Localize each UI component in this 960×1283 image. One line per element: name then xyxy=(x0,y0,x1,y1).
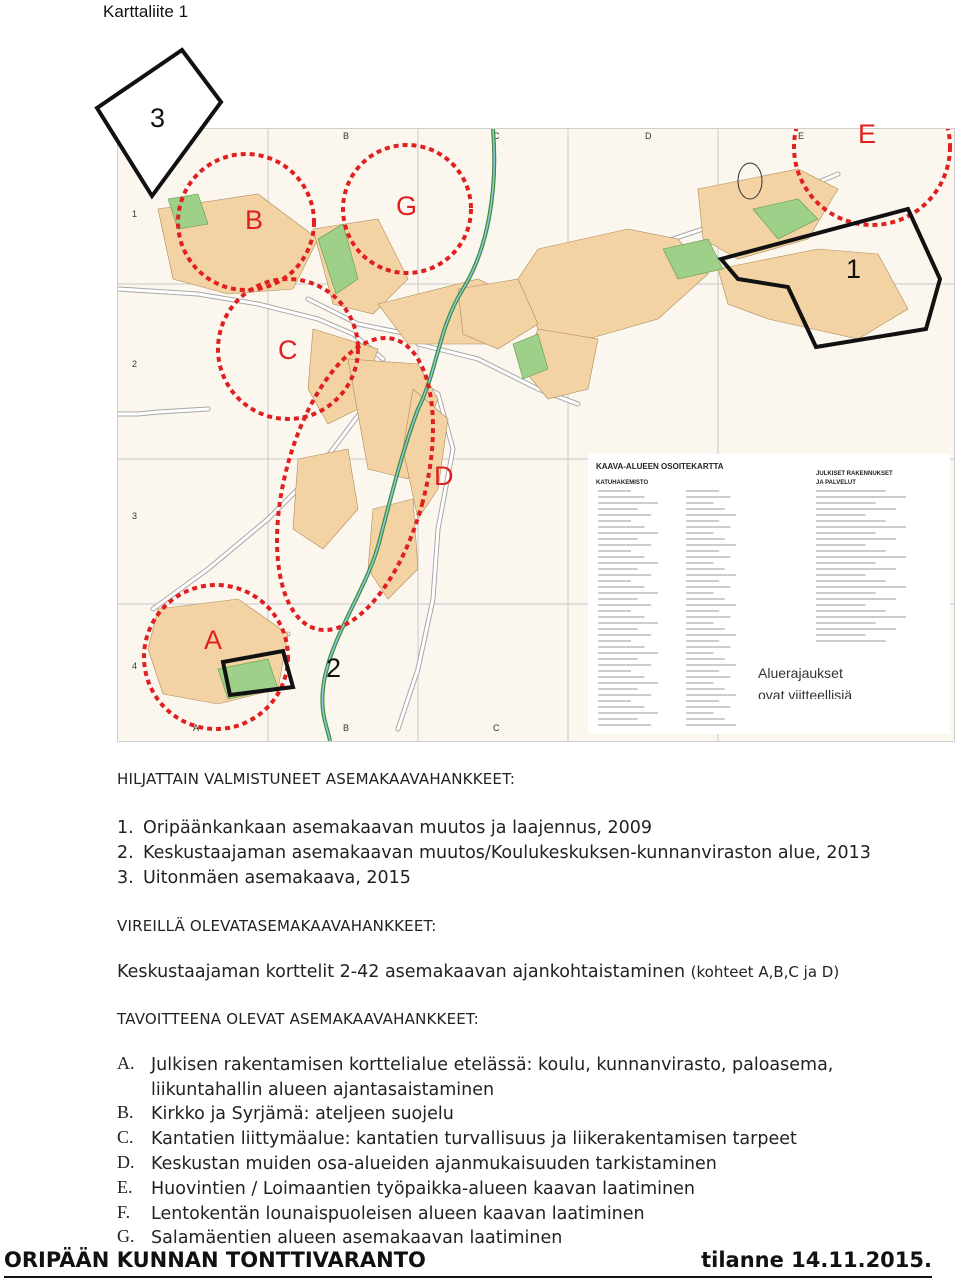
grid-col-e: E xyxy=(798,131,805,141)
goal-item-f xyxy=(117,1202,937,1227)
goal-letter: C. xyxy=(117,1127,134,1147)
goal-item-d xyxy=(117,1152,937,1177)
recent-item-2 xyxy=(117,843,871,863)
goal-letter: B. xyxy=(117,1102,134,1122)
grid-col-a-bottom: A xyxy=(193,723,200,733)
area-label-b: B xyxy=(245,205,264,235)
pending-heading: VIREILLÄ OLEVATASEMAKAAVAHANKKEET: xyxy=(117,917,437,935)
recent-item-num: 2. xyxy=(117,843,134,863)
recent-item-text: Keskustaajaman asemakaavan muutos/Koulukeskuksen-kunnanviraston alue, 2013 xyxy=(143,843,871,863)
recent-item-1 xyxy=(117,818,652,838)
area-label-a: A xyxy=(204,625,223,655)
goal-text: Kantatien liittymäalue: kantatien turvallisuus ja liikerakentamisen tarpeet xyxy=(151,1129,797,1149)
map-note-2: ovat viitteellisiä xyxy=(758,687,853,699)
page-title: Karttaliite 1 xyxy=(103,2,189,21)
goal-item-b xyxy=(117,1102,937,1127)
goal-letter: F. xyxy=(117,1202,131,1222)
pending-project-hint: (kohteet A,B,C ja D) xyxy=(690,963,840,981)
goal-letter: D. xyxy=(117,1152,135,1172)
recent-item-num: 3. xyxy=(117,868,134,888)
footer-rule xyxy=(4,1276,932,1278)
grid-row-2: 2 xyxy=(132,359,138,369)
area-label-3: 3 xyxy=(150,103,166,133)
recent-item-text: Uitonmäen asemakaava, 2015 xyxy=(143,868,411,888)
goal-item-a xyxy=(117,1053,937,1103)
zoning-map xyxy=(117,119,955,742)
area-label-c: C xyxy=(278,335,298,365)
area-label-e: E xyxy=(858,119,877,149)
area-label-1: 1 xyxy=(846,254,862,284)
legend-title: KAAVA-ALUEEN OSOITEKARTTA xyxy=(596,462,724,471)
goal-text: Salamäentien alueen asemakaavan laatiminen xyxy=(151,1228,563,1248)
map-drawing xyxy=(118,129,954,741)
pending-project xyxy=(117,962,839,982)
goal-letter: G. xyxy=(117,1226,135,1246)
goal-letter: A. xyxy=(117,1053,135,1073)
goal-item-c xyxy=(117,1127,937,1152)
area-label-g: G xyxy=(396,191,418,221)
recent-item-3 xyxy=(117,868,411,888)
area-label-d: D xyxy=(434,461,454,491)
legend-public-title-2: JA PALVELUT xyxy=(816,480,856,486)
recent-item-num: 1. xyxy=(117,818,134,838)
grid-row-3: 3 xyxy=(132,511,138,521)
grid-col-b: B xyxy=(343,131,350,141)
footer-left: ORIPÄÄN KUNNAN TONTTIVARANTO xyxy=(4,1248,426,1272)
map-note-1: Aluerajaukset xyxy=(758,665,843,681)
grid-row-1: 1 xyxy=(132,209,138,219)
grid-col-d: D xyxy=(645,131,652,141)
goal-letter: E. xyxy=(117,1177,133,1197)
area-label-2: 2 xyxy=(326,653,342,683)
grid-col-c: C xyxy=(493,131,500,141)
footer-right: tilanne 14.11.2015. xyxy=(701,1248,932,1272)
grid-row-4: 4 xyxy=(132,661,138,671)
goal-item-e xyxy=(117,1177,937,1202)
grid-col-b-bottom: B xyxy=(343,723,350,733)
goal-text: Kirkko ja Syrjämä: ateljeen suojelu xyxy=(151,1104,454,1124)
recent-heading: HILJATTAIN VALMISTUNEET ASEMAKAAVAHANKKEET: xyxy=(117,770,516,788)
legend-public-title-1: JULKISET RAKENNUKSET xyxy=(816,471,893,477)
grid-col-c-bottom: C xyxy=(493,723,500,733)
goal-text: Julkisen rakentamisen korttelialue etelässä: koulu, kunnanvirasto, paloasema, liikuntahallin alueen ajantasaistaminen xyxy=(151,1055,834,1100)
legend-street-index: KATUHAKEMISTO xyxy=(596,480,649,486)
goal-text: Keskustan muiden osa-alueiden ajanmukaisuuden tarkistaminen xyxy=(151,1154,717,1174)
goal-text: Lentokentän lounaispuoleisen alueen kaavan laatiminen xyxy=(151,1204,645,1224)
goals-heading: TAVOITTEENA OLEVAT ASEMAKAAVAHANKKEET: xyxy=(117,1010,479,1028)
pending-project-text: Keskustaajaman korttelit 2-42 asemakaavan ajankohtaistaminen xyxy=(117,962,686,982)
goal-text: Huovintien / Loimaantien työpaikka-alueen kaavan laatiminen xyxy=(151,1179,695,1199)
recent-item-text: Oripäänkankaan asemakaavan muutos ja laajennus, 2009 xyxy=(143,818,653,838)
